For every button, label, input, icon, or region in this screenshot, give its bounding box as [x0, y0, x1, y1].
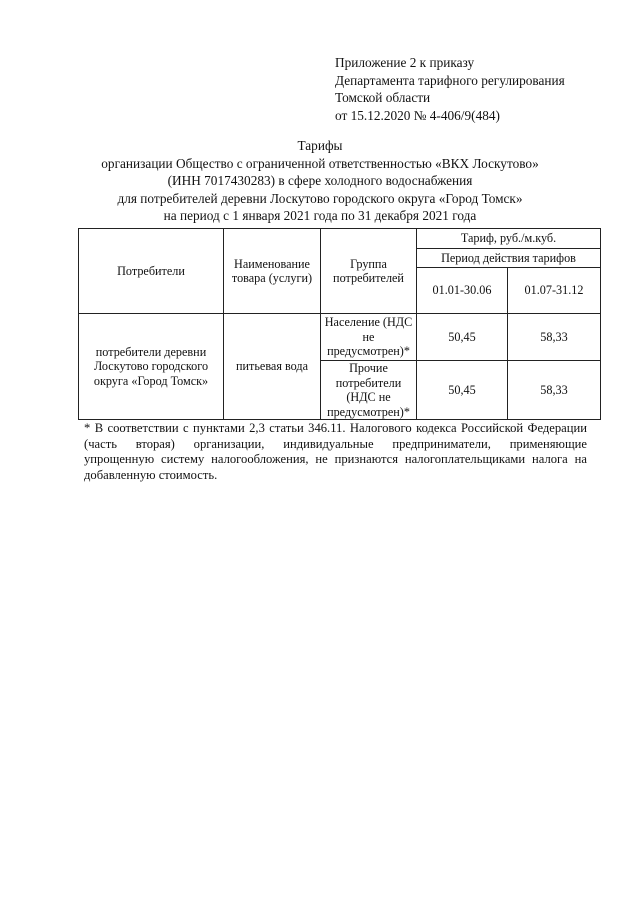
- header-period-2: 01.07-31.12: [508, 268, 601, 314]
- footnote-line: упрощенную систему налогообложения, не признаются налогоплательщиками налога на: [84, 452, 587, 466]
- appendix-line: Департамента тарифного регулирования: [335, 72, 565, 88]
- header-consumers: Потребители: [79, 229, 224, 314]
- document-heading: [60, 137, 580, 225]
- appendix-line: Приложение 2 к приказу: [335, 55, 475, 70]
- appendix-line: Томской области: [335, 90, 431, 105]
- header-product: Наименование товара (услуги): [224, 229, 321, 314]
- footnote-line: (часть вторая) организации, индивидуальные предприниматели, применяющие: [84, 436, 587, 451]
- group-cell: Прочие потребители (НДС не предусмотрен)*: [321, 361, 417, 420]
- header-period-1: 01.01-30.06: [417, 268, 508, 314]
- group-cell: Население (НДС не предусмотрен)*: [321, 314, 417, 361]
- header-group: Группа потребителей: [321, 229, 417, 314]
- heading-line: (ИНН 7017430283) в сфере холодного водоснабжения: [167, 173, 473, 188]
- tariff-table: [78, 228, 601, 420]
- heading-line: на период с 1 января 2021 года по 31 декабря 2021 года: [163, 208, 477, 223]
- tariff-value: 58,33: [508, 361, 601, 420]
- tariff-value: 58,33: [508, 314, 601, 361]
- header-tariff: Тариф, руб./м.куб.: [417, 229, 601, 249]
- appendix-line: от 15.12.2020 № 4-406/9(484): [335, 107, 500, 123]
- header-period: Период действия тарифов: [417, 249, 601, 268]
- consumer-cell: потребители деревни Лоскутово городского округа «Город Томск»: [79, 314, 224, 420]
- document-title: Тарифы: [297, 138, 343, 153]
- product-cell: питьевая вода: [224, 314, 321, 420]
- footnote: [84, 421, 587, 483]
- heading-line: для потребителей деревни Лоскутово городского округа «Город Томск»: [117, 190, 523, 206]
- tariff-value: 50,45: [417, 314, 508, 361]
- appendix-block: [335, 54, 625, 124]
- tariff-value: 50,45: [417, 361, 508, 420]
- footnote-line: * В соответствии с пунктами 2,3 статьи 346.11. Налогового кодекса Российской Федерации: [84, 421, 587, 435]
- heading-line: организации Общество с ограниченной ответственностью «ВКХ Лоскутово»: [101, 155, 539, 171]
- footnote-line: добавленную стоимость.: [84, 467, 218, 482]
